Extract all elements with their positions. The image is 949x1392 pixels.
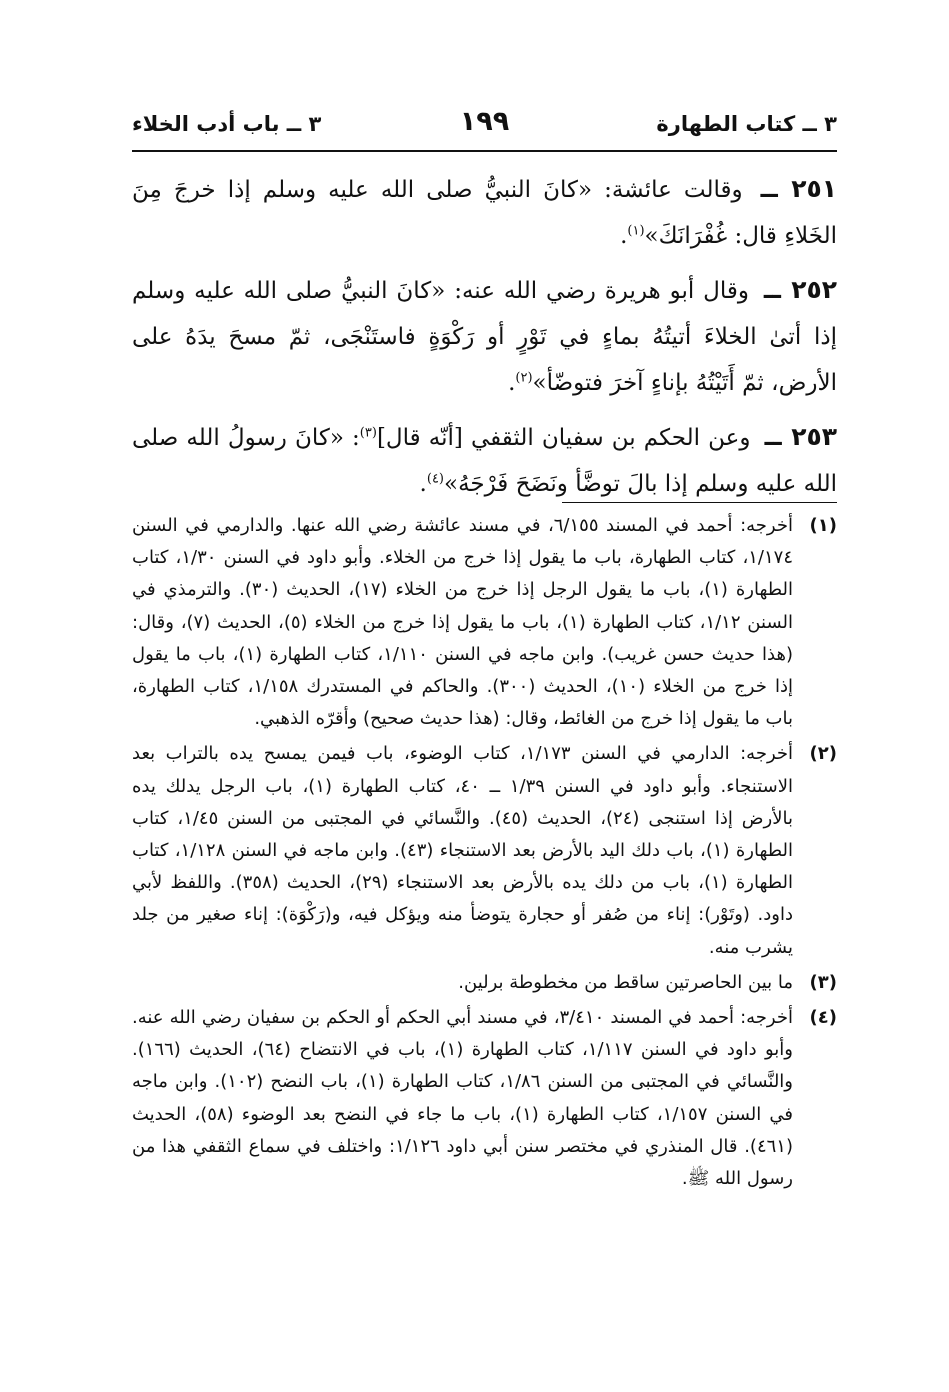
footnote-ref: (٤)	[426, 471, 444, 487]
footnote-text: ما بين الحاصرتين ساقط من مخطوطة برلين.	[458, 971, 793, 993]
hadith-text-continued: : «كانَ رسولُ الله صلى الله عليه وسلم إذا بالَ توضَّأ ونَضَحَ فَرْجَهُ»	[132, 425, 837, 497]
hadith-paragraph	[132, 166, 837, 259]
header-chapter-title: ٣ ــ باب أدب الخلاء	[132, 112, 322, 136]
footnote-text: أخرجه: أحمد في المسند ٣/٤١٠، في مسند أبي الحكم أو الحكم بن سفيان رضي الله عنه. وأبو داود في السنن ١/١١٧، كتاب الطهارة (١)، باب في الانتضاح (٦٤)، الحديث (١٦٦). والنَّسائي في المجتبى من السنن ١/٨٦، كتاب الطهارة (١)، باب النضح (١٠٢). وابن ماجه في السنن ١/١٥٧، كتاب الطهارة (١)، باب ما جاء في النضح بعد الوضوء (٥٨)، الحديث (٤٦١). قال المنذري في مختصر سنن أبي داود ١/١٢٦: واختلف في سماع الثقفي هذا من رسول الله ﷺ.	[132, 1007, 794, 1190]
footnote-number: (٣)	[809, 971, 837, 993]
footnote-text: أخرجه: أحمد في المسند ٦/١٥٥، في مسند عائشة رضي الله عنها. والدارمي في السنن ١/١٧٤، كتاب الطهارة، باب ما يقول إذا خرج من الخلاء. وأبو داود في السنن ١/٣٠، كتاب الطهارة (١)، باب ما يقول الرجل إذا خرج من الخلاء (١٧)، الحديث (٣٠). والترمذي في السنن ١/١٢، كتاب الطهارة (١)، باب ما يقول إذا خرج من الخلاء (٥)، الحديث (٧)، وقال: (هذا حديث حسن غريب). وابن ماجه في السنن ١/١١٠، كتاب الطهارة (١)، باب ما يقول إذا خرج من الخلاء (١٠)، الحديث (٣٠٠). والحاكم في المستدرك ١/١٥٨، كتاب الطهارة، باب ما يقول إذا خرج من الغائط، وقال: (هذا حديث صحيح) وأقرّه الذهبي.	[132, 515, 794, 730]
hadith-number: ٢٥٢ ــ	[763, 275, 838, 304]
footnote-item	[132, 510, 837, 735]
hadith-end: .	[508, 370, 516, 396]
hadith-number: ٢٥٣ ــ	[764, 422, 837, 451]
footnote-text: أخرجه: الدارمي في السنن ١/١٧٣، كتاب الوضوء، باب فيمن يمسح يده بالتراب بعد الاستنجاء. وأبو داود في السنن ١/٣٩ ــ ٤٠، كتاب الطهارة (١)، باب الرجل يدلك يده بالأرض إذا استنجى (٢٤)، الحديث (٤٥). والنَّسائي في المجتبى من السنن ١/٤٥، كتاب الطهارة (١)، باب دلك اليد بالأرض بعد الاستنجاء (٤٣). وابن ماجه في السنن ١/١٢٨، كتاب الطهارة (١)، باب من دلك يده بالأرض بعد الاستنجاء (٢٩)، الحديث (٣٥٨). واللفظ لأبي داود. (وتَوْر): إناء من صُفر أو حجارة يتوضأ منه ويؤكل فيه، و(رَكْوَة): إناء صغير من جلد يشرب منه.	[132, 743, 794, 958]
footnote-number: (٢)	[809, 743, 837, 765]
hadith-paragraph	[132, 267, 837, 406]
header-book-title: ٣ ــ كتاب الطهارة	[656, 112, 837, 136]
hadith-end: .	[620, 223, 628, 249]
footnote-item	[132, 1002, 837, 1195]
hadith-text: وقالت عائشة: «كانَ النبيُّ صلى الله عليه وسلم إذا خرجَ مِنَ الخَلاءِ قال: غُفْرَانَكَ»	[132, 177, 837, 249]
hadith-end: .	[419, 471, 427, 497]
main-text	[132, 166, 837, 515]
footnote-ref: (٣)	[359, 425, 377, 441]
hadith-text: وقال أبو هريرة رضي الله عنه: «كانَ النبيُّ صلى الله عليه وسلم إذا أتىٰ الخلاءَ أتيتُهُ بماءٍ في تَوْرٍ أو رَكْوَةٍ فاستَنْجَى، ثمّ مسحَ يدَهُ على الأرض، ثمّ أَتَيْتُهُ بإناءٍ آخرَ فتوضّأ»	[132, 278, 837, 396]
running-header	[132, 104, 837, 148]
page-number: ١٩٩	[459, 106, 510, 137]
footnotes	[132, 510, 837, 1198]
footnote-item	[132, 738, 837, 963]
footnote-item	[132, 967, 837, 999]
footnote-number: (١)	[809, 515, 837, 536]
hadith-paragraph	[132, 414, 837, 507]
footnote-separator	[562, 502, 837, 503]
footnote-ref: (١)	[627, 223, 645, 239]
header-divider	[132, 150, 837, 152]
hadith-text: وعن الحكم بن سفيان الثقفي [أنّه قال]	[376, 425, 751, 451]
hadith-number: ٢٥١ ــ	[760, 174, 837, 203]
footnote-ref: (٢)	[515, 370, 533, 386]
footnote-number: (٤)	[809, 1007, 837, 1029]
